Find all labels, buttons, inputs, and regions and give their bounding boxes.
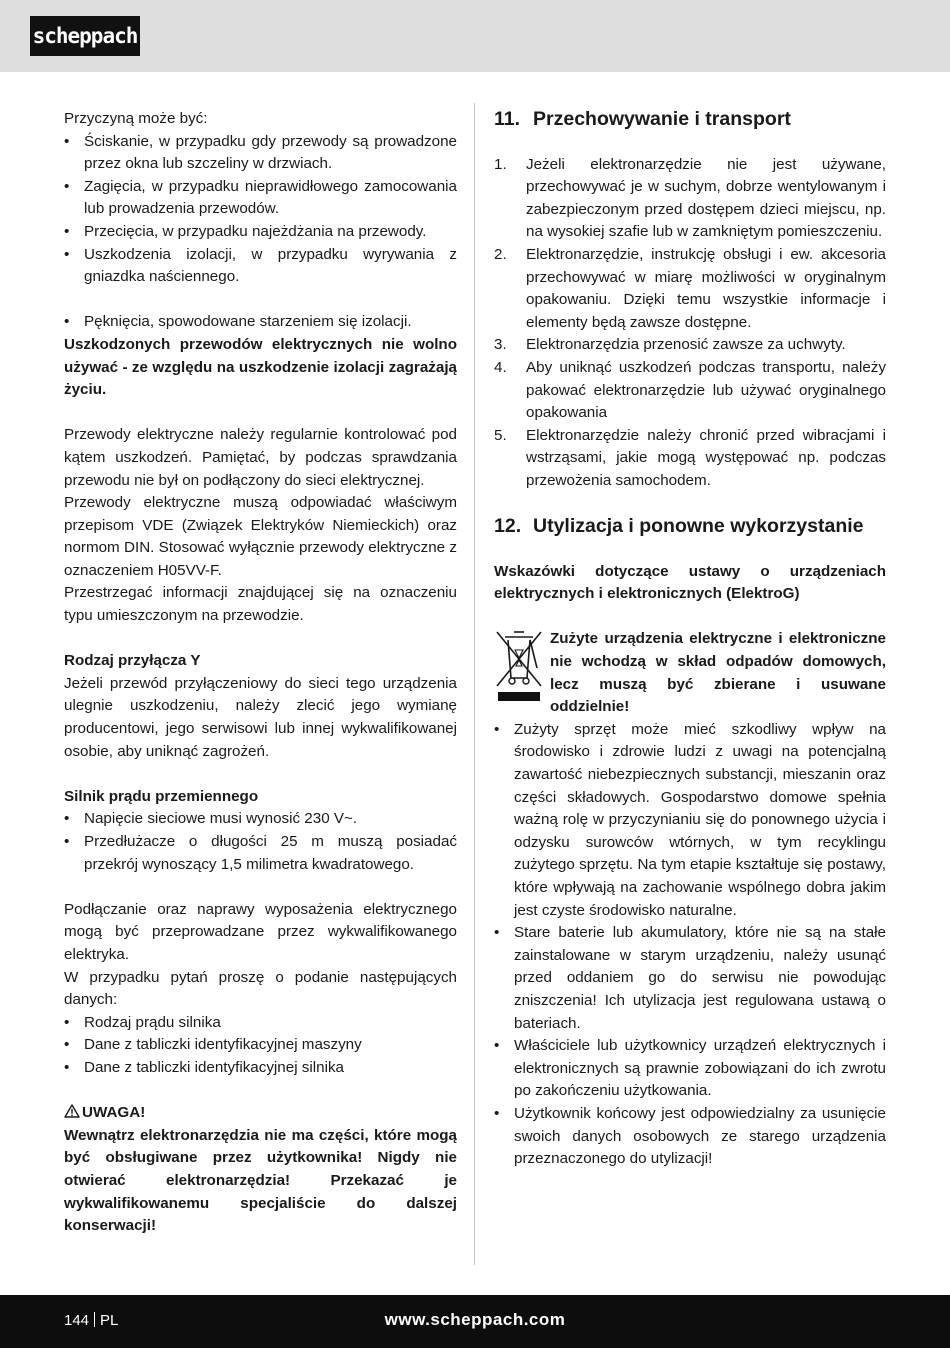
page-header (0, 0, 950, 72)
paragraph: W przypadku pytań proszę o podanie następujących danych: (64, 968, 457, 1009)
right-column (494, 108, 886, 1171)
list-item: • Właściciele lub użytkownicy urządzeń elektrycznych i elektronicznych są prawnie zobowiązani do ich zwrotu po zakończeniu użytkowania. (494, 1035, 886, 1103)
section-heading-ac-motor: Silnik prądu przemiennego (64, 787, 259, 805)
section-title: Utylizacja i ponowne wykorzystanie (533, 515, 864, 538)
list-item: 1. Jeżeli elektronarzędzie nie jest używane, przechowywać je w suchym, dobrze wentylowanym i zabezpieczonym przed dostępem dzieci miejscu, np. na wysokiej szafie lub w zamkniętym pomieszczeniu. (494, 155, 886, 241)
section-heading-storage (494, 108, 886, 131)
paragraph: Przewody elektryczne należy regularnie kontrolować pod kątem uszkodzeń. Pamiętać, by podczas sprawdzania przewodu nie był on podłączony do sieci elektrycznej. (64, 426, 457, 489)
list-item: 5. Elektronarzędzie należy chronić przed wibracjami i wstrząsami, jakie mogą występować np. podczas przewożenia samochodem. (494, 426, 886, 489)
questions-list (64, 1012, 457, 1080)
list-item: • Dane z tabliczki identyfikacyjnej maszyny (64, 1034, 457, 1057)
list-item: • Użytkownik końcowy jest odpowiedzialny za usunięcie swoich danych osobowych ze starego urządzenia przeznaczonego do utylizacji! (494, 1103, 886, 1171)
list-item: • Napięcie sieciowe musi wynosić 230 V~. (64, 808, 457, 831)
list-item: • Przedłużacze o długości 25 m muszą posiadać przekrój wynoszący 1,5 milimetra kwadratowego. (64, 831, 457, 876)
weee-block (494, 628, 886, 718)
list-item: 2. Elektronarzędzie, instrukcję obsługi i ew. akcesoria przechowywać w miarę możliwości w oryginalnym opakowaniu. Dzięki temu wszystkie informacje i elementy będą zawsze dostępne. (494, 245, 886, 331)
paragraph: Jeżeli przewód przyłączeniowy do sieci tego urządzenia ulegnie uszkodzeniu, należy zlecić jego wymianę producentowi, jego serwisowi lub innej wykwalifikowanej osobie, aby uniknąć zagrożeń. (64, 674, 457, 760)
section-number: 12. (494, 515, 522, 538)
section-heading-disposal (494, 515, 886, 538)
causes-intro: Przyczyną może być: (64, 110, 208, 127)
website-url: www.scheppach.com (384, 1310, 566, 1329)
causes-list (64, 131, 457, 289)
scheppach-logo: scheppach (30, 16, 140, 56)
paragraph: Przewody elektryczne muszą odpowiadać właściwym przepisom VDE (Związek Elektryków Niemieckich) oraz normom DIN. Stosować wyłącznie przewody elektryczne z oznaczeniem H05VV-F. (64, 494, 457, 579)
damaged-cable-warning: Uszkodzonych przewodów elektrycznych nie wolno używać - ze względu na uszkodzenie izolacji zagrażają życiu. (64, 335, 457, 399)
warning-triangle-icon (64, 1104, 80, 1118)
weee-heading: Wskazówki dotyczące ustawy o urządzeniach elektrycznych i elektronicznych (ElektroG) (494, 562, 886, 603)
page-footer (0, 1295, 950, 1348)
list-item: • Przecięcia, w przypadku najeżdżania na przewody. (64, 221, 457, 244)
list-item: • Rodzaj prądu silnika (64, 1012, 457, 1035)
warning-text: Wewnątrz elektronarzędzia nie ma części, które mogą być obsługiwane przez użytkownika! Nigdy nie otwierać elektronarzędzia! Przekazać je wykwalifikowanemu specjaliście do dalszej konserwacji! (64, 1126, 457, 1235)
weee-notice: Zużyte urządzenia elektryczne i elektroniczne nie wchodzą w skład odpadów domowych, lecz muszą być zbierane i usuwane oddzielnie! (550, 630, 886, 716)
column-divider (474, 103, 475, 1265)
section-number: 11. (494, 108, 521, 130)
storage-list (494, 154, 886, 493)
paragraph: Podłączanie oraz naprawy wyposażenia elektrycznego mogą być przeprowadzane przez wykwalifikowanego elektryka. (64, 900, 457, 963)
crossed-out-bin-icon (494, 628, 544, 706)
list-item: • Dane z tabliczki identyfikacyjnej silnika (64, 1057, 457, 1080)
causes-list-extra (64, 311, 457, 334)
left-column (64, 108, 457, 1238)
warning-heading (64, 1102, 457, 1125)
list-item: • Zużyty sprzęt może mieć szkodliwy wpływ na środowisko i zdrowie ludzi z uwagi na potencjalną zawartość niebezpiecznych substancji, mieszanin oraz części składowych. Gospodarstwo domowe spełnia ważną rolę w przyczynianiu się do ponownego użycia i odzysku surowców wtórnych, w tym recyklingu zużytego sprzętu. Na tym etapie kształtuje się postawy, które wpływają na zachowanie wspólnego dobra jakim jest czyste środowisko naturalne. (494, 719, 886, 922)
list-item: 3. Elektronarzędzia przenosić zawsze za uchwyty. (494, 336, 846, 354)
weee-list (494, 719, 886, 1171)
section-title: Przechowywanie i transport (533, 108, 791, 130)
page-number: 144 PL (64, 1312, 119, 1329)
list-item: • Zagięcia, w przypadku nieprawidłowego zamocowania lub prowadzenia przewodów. (64, 176, 457, 221)
ac-motor-list (64, 808, 457, 876)
language-code: PL (100, 1312, 119, 1329)
section-heading-y-connection: Rodzaj przyłącza Y (64, 652, 201, 670)
paragraph: Przestrzegać informacji znajdującej się na oznaczeniu typu umieszczonym na przewodzie. (64, 584, 457, 625)
list-item: 4. Aby uniknąć uszkodzeń podczas transportu, należy pakować elektronarzędzie lub używać oryginalnego opakowania (494, 358, 886, 422)
list-item: • Uszkodzenia izolacji, w przypadku wyrywania z gniazdka naściennego. (64, 244, 457, 289)
warning-label: UWAGA! (82, 1104, 146, 1122)
list-item: • Ściskanie, w przypadku gdy przewody są prowadzone przez okna lub szczeliny w drzwiach. (64, 131, 457, 176)
list-item: • Stare baterie lub akumulatory, które nie są na stałe zainstalowane w starym urządzeniu, należy usunąć przed oddaniem go do serwisu nie powodując zniszczenia! Ich utylizacja jest regulowana ustawą o bateriach. (494, 922, 886, 1035)
list-item: • Pęknięcia, spowodowane starzeniem się izolacji. (64, 311, 457, 334)
